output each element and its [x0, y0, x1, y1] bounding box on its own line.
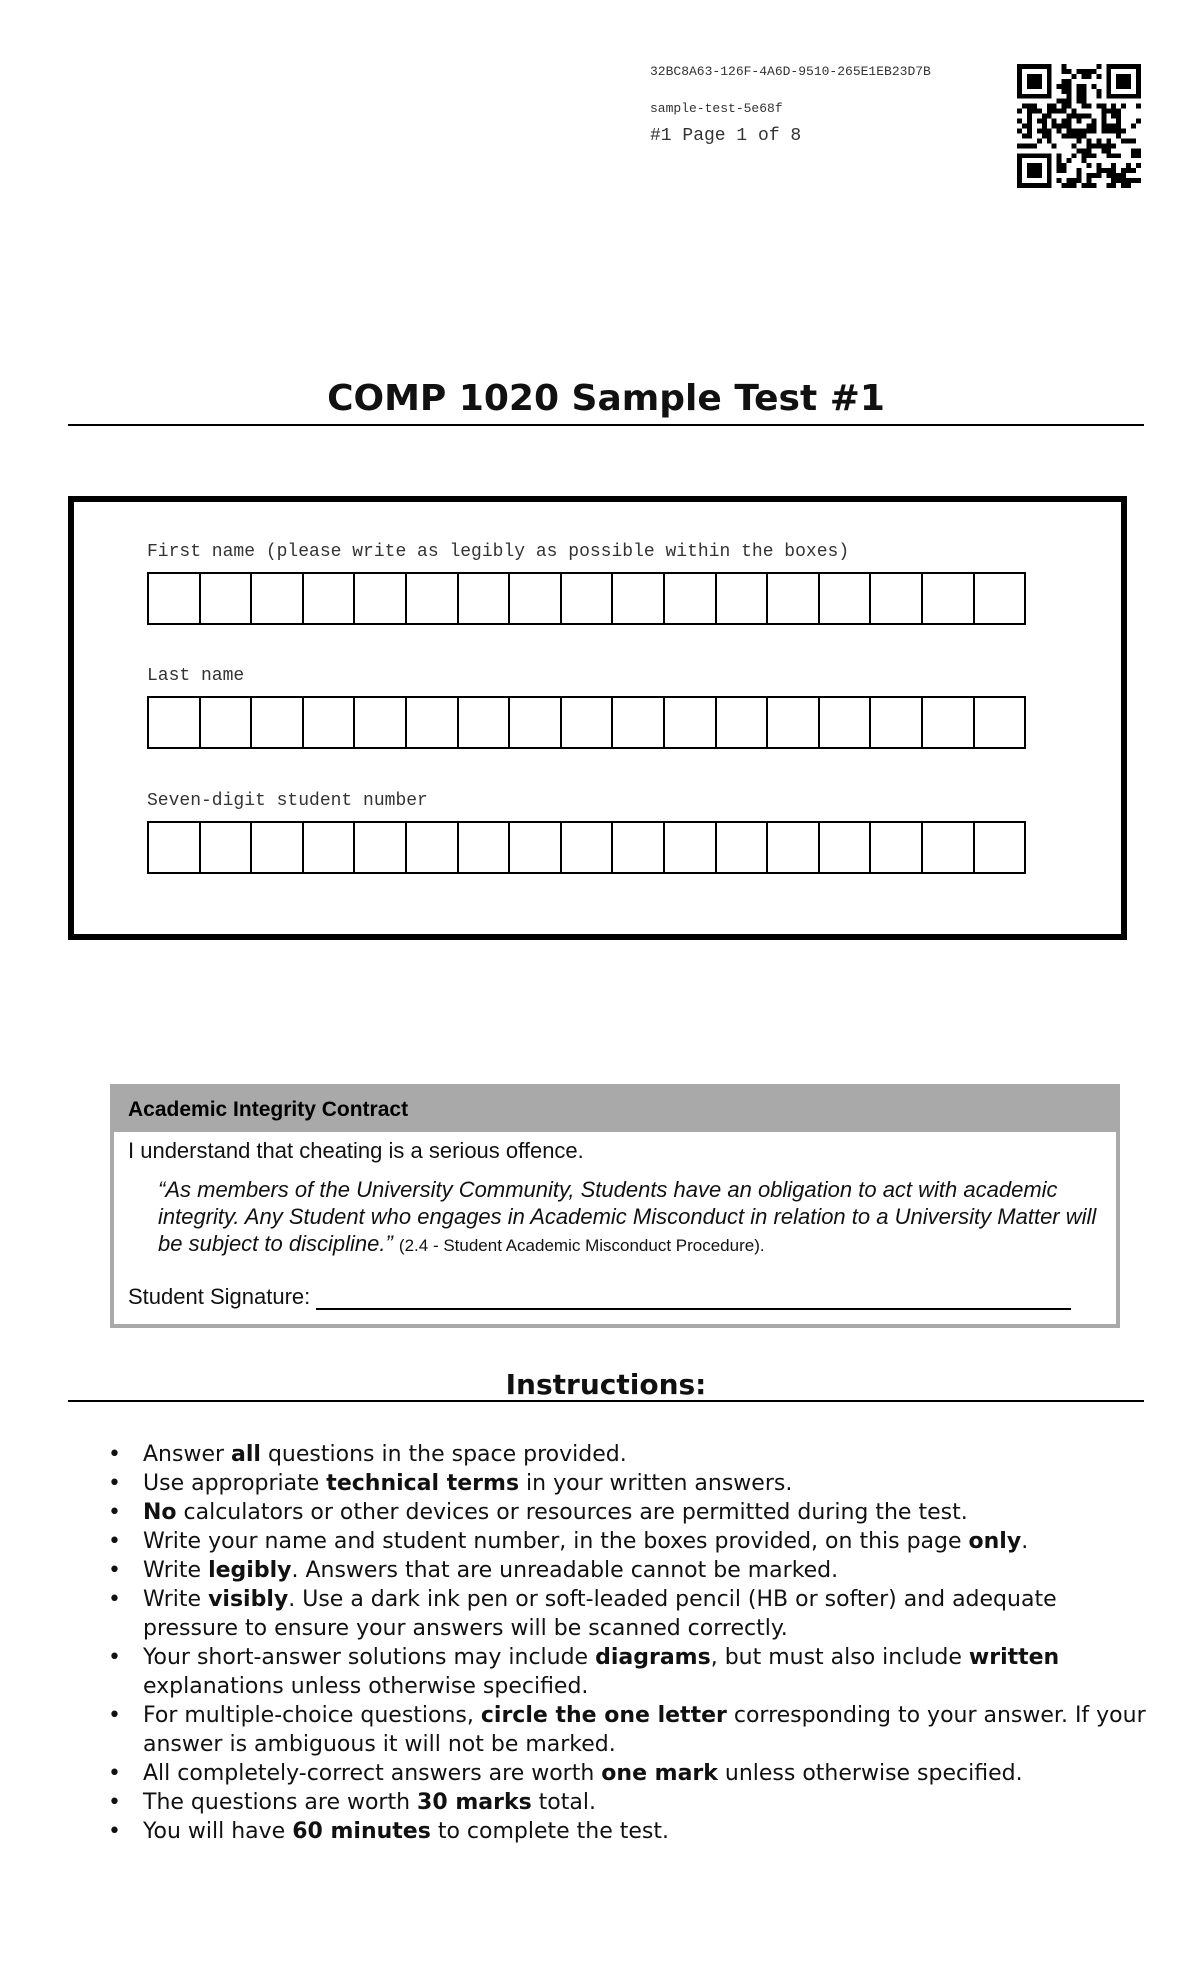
instruction-item: [108, 1788, 1148, 1817]
entry-box[interactable]: [921, 572, 975, 625]
entry-box[interactable]: [715, 821, 769, 874]
entry-box[interactable]: [818, 821, 872, 874]
entry-box[interactable]: [663, 572, 717, 625]
instruction-text: All completely-correct answers are worth: [143, 1761, 602, 1786]
instruction-text: questions in the space provided.: [260, 1442, 627, 1467]
first-name-label: First name (please write as legibly as possible within the boxes): [147, 542, 850, 562]
signature-label: Student Signature:: [128, 1284, 311, 1309]
entry-box[interactable]: [663, 821, 717, 874]
instruction-text: . Use a dark ink pen or soft-leaded pencil (HB or softer) and adequate pressure to ensure your answers will be scanned correctly.: [143, 1587, 1057, 1641]
quote-source: (2.4 - Student Academic Misconduct Procedure).: [398, 1236, 765, 1255]
instructions-heading: Instructions:: [505, 1368, 707, 1401]
entry-box[interactable]: [611, 572, 665, 625]
title-rule: [68, 424, 1144, 426]
instruction-emphasis: all: [231, 1442, 261, 1467]
last-name-boxes[interactable]: [147, 696, 1024, 749]
entry-box[interactable]: [611, 696, 665, 749]
instruction-item: [108, 1759, 1148, 1788]
instruction-emphasis: technical terms: [326, 1471, 520, 1496]
entry-box[interactable]: [353, 572, 407, 625]
instruction-item: [108, 1643, 1148, 1701]
last-name-label: Last name: [147, 666, 245, 686]
entry-box[interactable]: [869, 572, 923, 625]
instruction-emphasis: circle the one letter: [480, 1703, 727, 1728]
instruction-text: Write your name and student number, in the boxes provided, on this page: [143, 1529, 969, 1554]
student-info-box: [68, 496, 1127, 940]
instruction-emphasis: legibly: [208, 1558, 292, 1583]
instruction-text: to complete the test.: [430, 1819, 669, 1844]
header-meta: [650, 64, 931, 146]
entry-box[interactable]: [869, 696, 923, 749]
entry-box[interactable]: [250, 821, 304, 874]
entry-box[interactable]: [818, 572, 872, 625]
instruction-item: [108, 1585, 1148, 1643]
entry-box[interactable]: [405, 821, 459, 874]
entry-box[interactable]: [353, 696, 407, 749]
entry-box[interactable]: [353, 821, 407, 874]
instruction-text: calculators or other devices or resources are permitted during the test.: [176, 1500, 968, 1525]
instruction-emphasis: No: [143, 1500, 177, 1525]
entry-box[interactable]: [199, 696, 253, 749]
instruction-text: .: [1021, 1529, 1029, 1554]
entry-box[interactable]: [766, 572, 820, 625]
instruction-text: , but must also include: [710, 1645, 969, 1670]
entry-box[interactable]: [457, 696, 511, 749]
test-name: sample-test-5e68f: [650, 101, 783, 116]
entry-box[interactable]: [715, 696, 769, 749]
first-name-boxes[interactable]: [147, 572, 1024, 625]
entry-box[interactable]: [921, 821, 975, 874]
page-number: #1 Page 1 of 8: [650, 126, 802, 146]
entry-box[interactable]: [457, 821, 511, 874]
entry-box[interactable]: [560, 821, 614, 874]
academic-integrity-contract: [110, 1084, 1120, 1328]
instruction-emphasis: 30 marks: [417, 1790, 532, 1815]
instruction-emphasis: written: [968, 1645, 1060, 1670]
instruction-emphasis: diagrams: [595, 1645, 711, 1670]
entry-box[interactable]: [508, 572, 562, 625]
entry-box[interactable]: [560, 572, 614, 625]
signature-row: [128, 1284, 1071, 1310]
contract-statement: I understand that cheating is a serious offence.: [128, 1138, 584, 1163]
instruction-emphasis: only: [968, 1529, 1022, 1554]
instruction-emphasis: 60 minutes: [292, 1819, 431, 1844]
quote-text: “As members of the University Community, Students have an obligation to act with academic integrity. Any Student who engages in Academic Misconduct in relation to a University Matter will be subject to discipline.”: [158, 1177, 1097, 1256]
entry-box[interactable]: [973, 572, 1027, 625]
entry-box[interactable]: [147, 572, 201, 625]
entry-box[interactable]: [405, 572, 459, 625]
instruction-text: unless otherwise specified.: [717, 1761, 1023, 1786]
instruction-text: You will have: [143, 1819, 293, 1844]
student-number-label: Seven-digit student number: [147, 791, 428, 811]
entry-box[interactable]: [611, 821, 665, 874]
instruction-item: [108, 1701, 1148, 1759]
entry-box[interactable]: [818, 696, 872, 749]
entry-box[interactable]: [302, 821, 356, 874]
contract-quote: [158, 1176, 1098, 1259]
instruction-item: [108, 1817, 1148, 1846]
entry-box[interactable]: [508, 821, 562, 874]
entry-box[interactable]: [199, 572, 253, 625]
instruction-item: [108, 1440, 1148, 1469]
instruction-item: [108, 1469, 1148, 1498]
entry-box[interactable]: [147, 821, 201, 874]
contract-heading: Academic Integrity Contract: [114, 1088, 1116, 1132]
instruction-emphasis: one mark: [601, 1761, 718, 1786]
instruction-item: [108, 1527, 1148, 1556]
instructions-list: [108, 1440, 1148, 1846]
entry-box[interactable]: [302, 572, 356, 625]
entry-box[interactable]: [250, 696, 304, 749]
entry-box[interactable]: [302, 696, 356, 749]
instruction-text: in your written answers.: [519, 1471, 793, 1496]
instruction-emphasis: visibly: [208, 1587, 289, 1612]
instruction-text: Answer: [143, 1442, 232, 1467]
student-number-boxes[interactable]: [147, 821, 1024, 874]
instruction-item: [108, 1556, 1148, 1585]
entry-box[interactable]: [869, 821, 923, 874]
entry-box[interactable]: [766, 821, 820, 874]
entry-box[interactable]: [250, 572, 304, 625]
entry-box[interactable]: [973, 696, 1027, 749]
page-title: COMP 1020 Sample Test #1: [327, 378, 885, 419]
instruction-text: Write: [143, 1558, 209, 1583]
entry-box[interactable]: [663, 696, 717, 749]
instruction-text: Write: [143, 1587, 209, 1612]
signature-line[interactable]: [316, 1286, 1071, 1310]
qr-code-icon: [1017, 64, 1141, 188]
entry-box[interactable]: [199, 821, 253, 874]
entry-box[interactable]: [766, 696, 820, 749]
instruction-text: Use appropriate: [143, 1471, 327, 1496]
entry-box[interactable]: [405, 696, 459, 749]
instruction-text: . Answers that are unreadable cannot be marked.: [291, 1558, 839, 1583]
instruction-text: The questions are worth: [143, 1790, 418, 1815]
entry-box[interactable]: [921, 696, 975, 749]
instruction-text: Your short-answer solutions may include: [143, 1645, 596, 1670]
entry-box[interactable]: [973, 821, 1027, 874]
entry-box[interactable]: [147, 696, 201, 749]
instruction-text: For multiple-choice questions,: [143, 1703, 481, 1728]
instruction-item: [108, 1498, 1148, 1527]
instruction-text: explanations unless otherwise specified.: [143, 1674, 589, 1699]
entry-box[interactable]: [715, 572, 769, 625]
document-id: 32BC8A63-126F-4A6D-9510-265E1EB23D7B: [650, 64, 931, 79]
entry-box[interactable]: [508, 696, 562, 749]
entry-box[interactable]: [560, 696, 614, 749]
instructions-rule: [68, 1400, 1144, 1402]
instruction-text: corresponding to your answer. If your answer is ambiguous it will not be marked.: [143, 1703, 1146, 1757]
instruction-text: total.: [531, 1790, 596, 1815]
entry-box[interactable]: [457, 572, 511, 625]
